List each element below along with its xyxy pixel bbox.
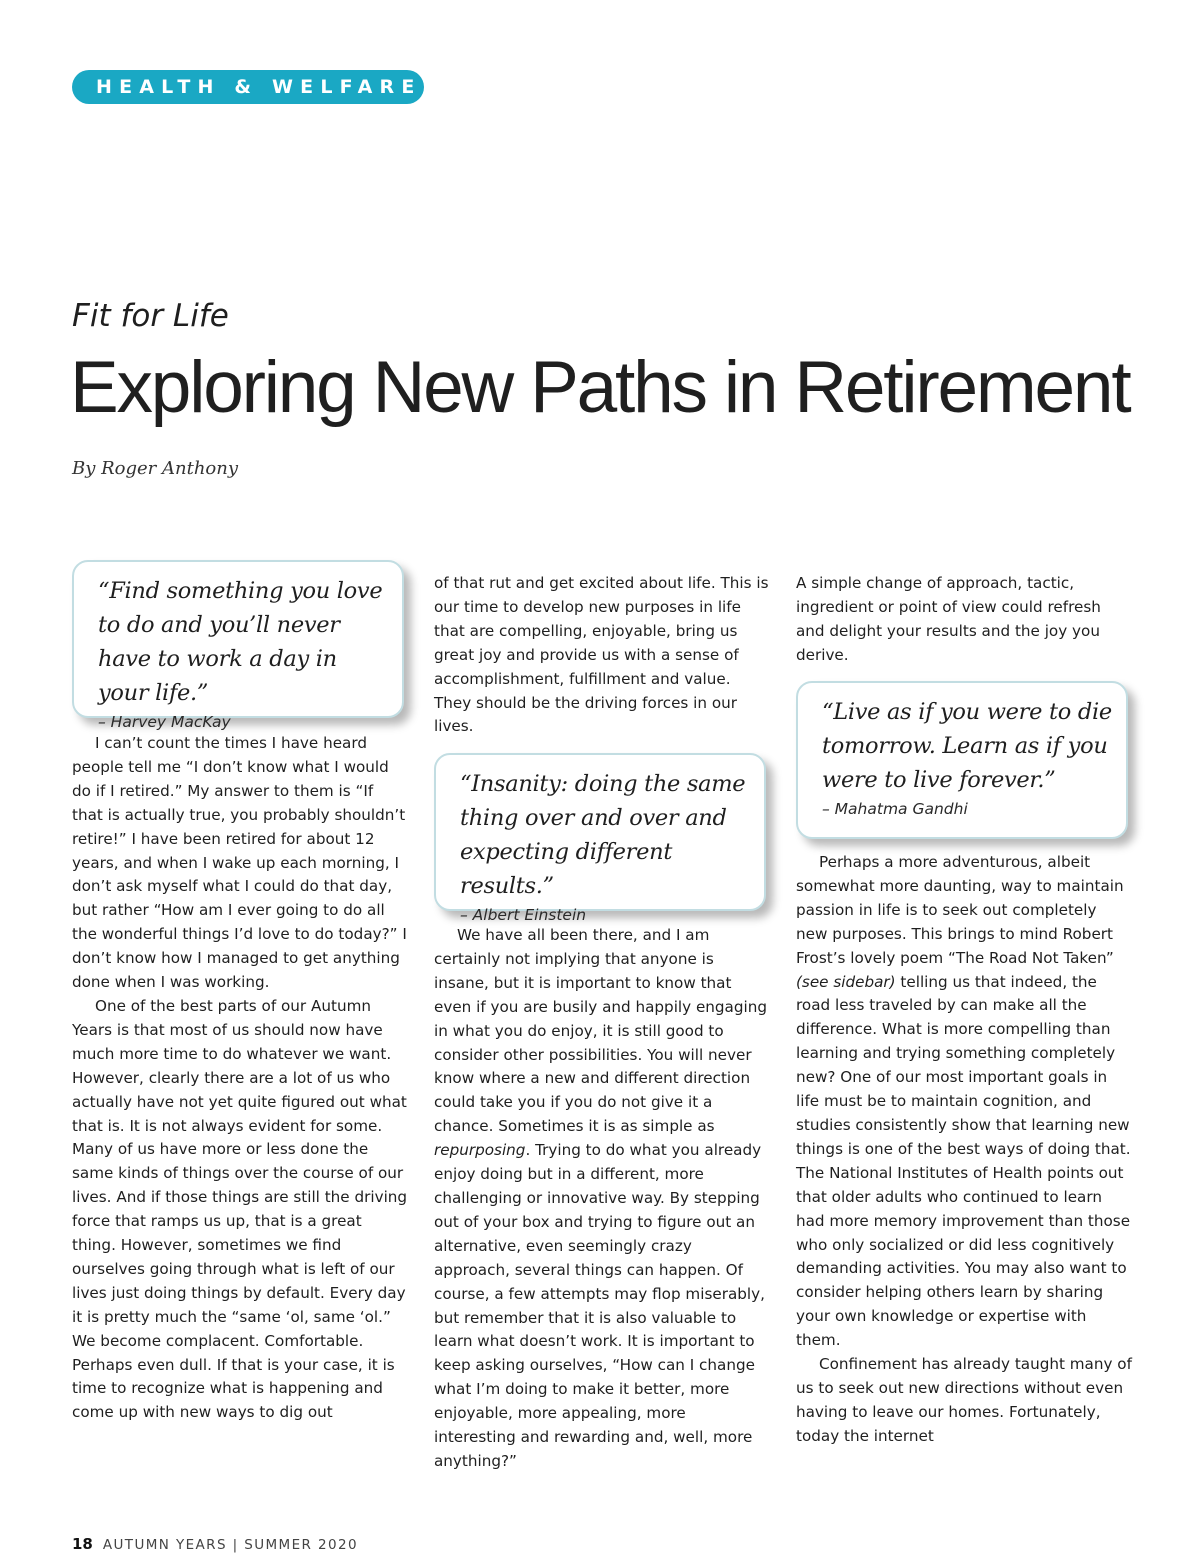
- emphasis-see-sidebar: (see sidebar): [796, 972, 896, 991]
- page-number: 18: [72, 1535, 93, 1553]
- body-column-3-top: [796, 572, 1132, 668]
- body-paragraph: Confinement has already taught many of us to seek out new directions without even having to leave our homes. Fortunately, today the internet: [796, 1355, 1132, 1445]
- article-byline: By Roger Anthony: [72, 458, 239, 479]
- pull-quote-mackay: [72, 560, 404, 731]
- pull-quote-author: – Harvey MacKay: [98, 713, 231, 731]
- pull-quote-text: “Insanity: doing the same thing over and over and expecting different results.”: [460, 771, 746, 899]
- pull-quote-text: “Live as if you were to die tomorrow. Learn as if you were to live forever.”: [822, 699, 1112, 793]
- article-title: Exploring New Paths in Retirement: [70, 347, 1130, 428]
- article-kicker: Fit for Life: [72, 298, 229, 334]
- body-column-3: [796, 851, 1132, 1449]
- pull-quote-author: – Albert Einstein: [460, 906, 587, 924]
- section-tag: HEALTH & WELFARE: [72, 70, 424, 104]
- emphasis-repurposing: repurposing: [434, 1141, 526, 1160]
- body-paragraph: Perhaps a more adventurous, albeit somewhat more daunting, way to maintain passion in life is to seek out completely new purposes. This brings to mind Robert Frost’s lovely poem “The Road Not Taken” (see sidebar) telling us that indeed, the road less traveled by can make all the difference. What is more compelling than learning and trying something completely new? One of our most important goals in life must be to maintain cognition, and studies consistently show that learning new things is one of the best ways of doing that. The National Institutes of Health points out that older adults who continued to learn had more memory improvement than those who only socialized or did less cognitively demanding activities. You may also want to consider helping others learn by sharing your own knowledge or expertise with them.: [796, 853, 1131, 1350]
- body-paragraph: of that rut and get excited about life. This is our time to develop new purposes in life that are compelling, enjoyable, bring us great joy and provide us with a sense of accomplishment, fulfillment and value. They should be the driving forces in our lives.: [434, 574, 769, 736]
- pull-quote-author: – Mahatma Gandhi: [822, 800, 968, 818]
- pull-quote-gandhi: [796, 681, 1128, 839]
- body-paragraph: I can’t count the times I have heard people tell me “I don’t know what I would do if I retired.” My answer to them is “If that is actually true, you probably shouldn’t retire!” I have been retired for about 12 years, and when I wake up each morning, I don’t ask myself what I could do that day, but rather “How am I ever going to do all the wonderful things I’d love to do today?” I don’t know how I managed to get anything done when I was working.: [72, 734, 407, 992]
- body-paragraph: One of the best parts of our Autumn Years is that most of us should now have much more time to do whatever we want. However, clearly there are a lot of us who actually have not yet quite figured out what that is. It is not always evident for some. Many of us have more or less done the same kinds of things over the course of our lives. And if those things are still the driving force that ramps us up, that is a great thing. However, sometimes we find ourselves going through what is left of our lives just doing things by default. Every day it is pretty much the “same ‘ol, same ‘ol.” We become complacent. Comfortable. Perhaps even dull. If that is your case, it is time to recognize what is happening and come up with new ways to dig out: [72, 996, 408, 1422]
- body-paragraph: We have all been there, and I am certainly not implying that anyone is insane, but it is important to know that even if you are busily and happily engaging in what you do enjoy, it is still good to consider other possibilities. You will never know where a new and different direction could take you if you do not give it a chance. Sometimes it is as simple as repurposing. Trying to do what you already enjoy doing but in a different, more challenging or innovative way. By stepping out of your box and trying to figure out an alternative, even seemingly crazy approach, several things can happen. Of course, a few attempts may flop miserably, but remember that it is also valuable to learn what doesn’t work. It is important to keep asking ourselves, “How can I change what I’m doing to make it better, more enjoyable, more appealing, more interesting and rewarding and, well, more anything?”: [434, 926, 767, 1470]
- body-paragraph: A simple change of approach, tactic, ingredient or point of view could refresh and delight your results and the joy you derive.: [796, 574, 1101, 664]
- pull-quote-text: “Find something you love to do and you’ll never have to work a day in your life.”: [98, 578, 383, 706]
- publication-info: AUTUMN YEARS | SUMMER 2020: [102, 1537, 358, 1553]
- page-footer: [72, 1535, 358, 1553]
- pull-quote-einstein: [434, 753, 766, 924]
- body-column-1: [72, 732, 408, 1425]
- body-column-2-top: [434, 572, 770, 739]
- body-column-2: [434, 924, 770, 1474]
